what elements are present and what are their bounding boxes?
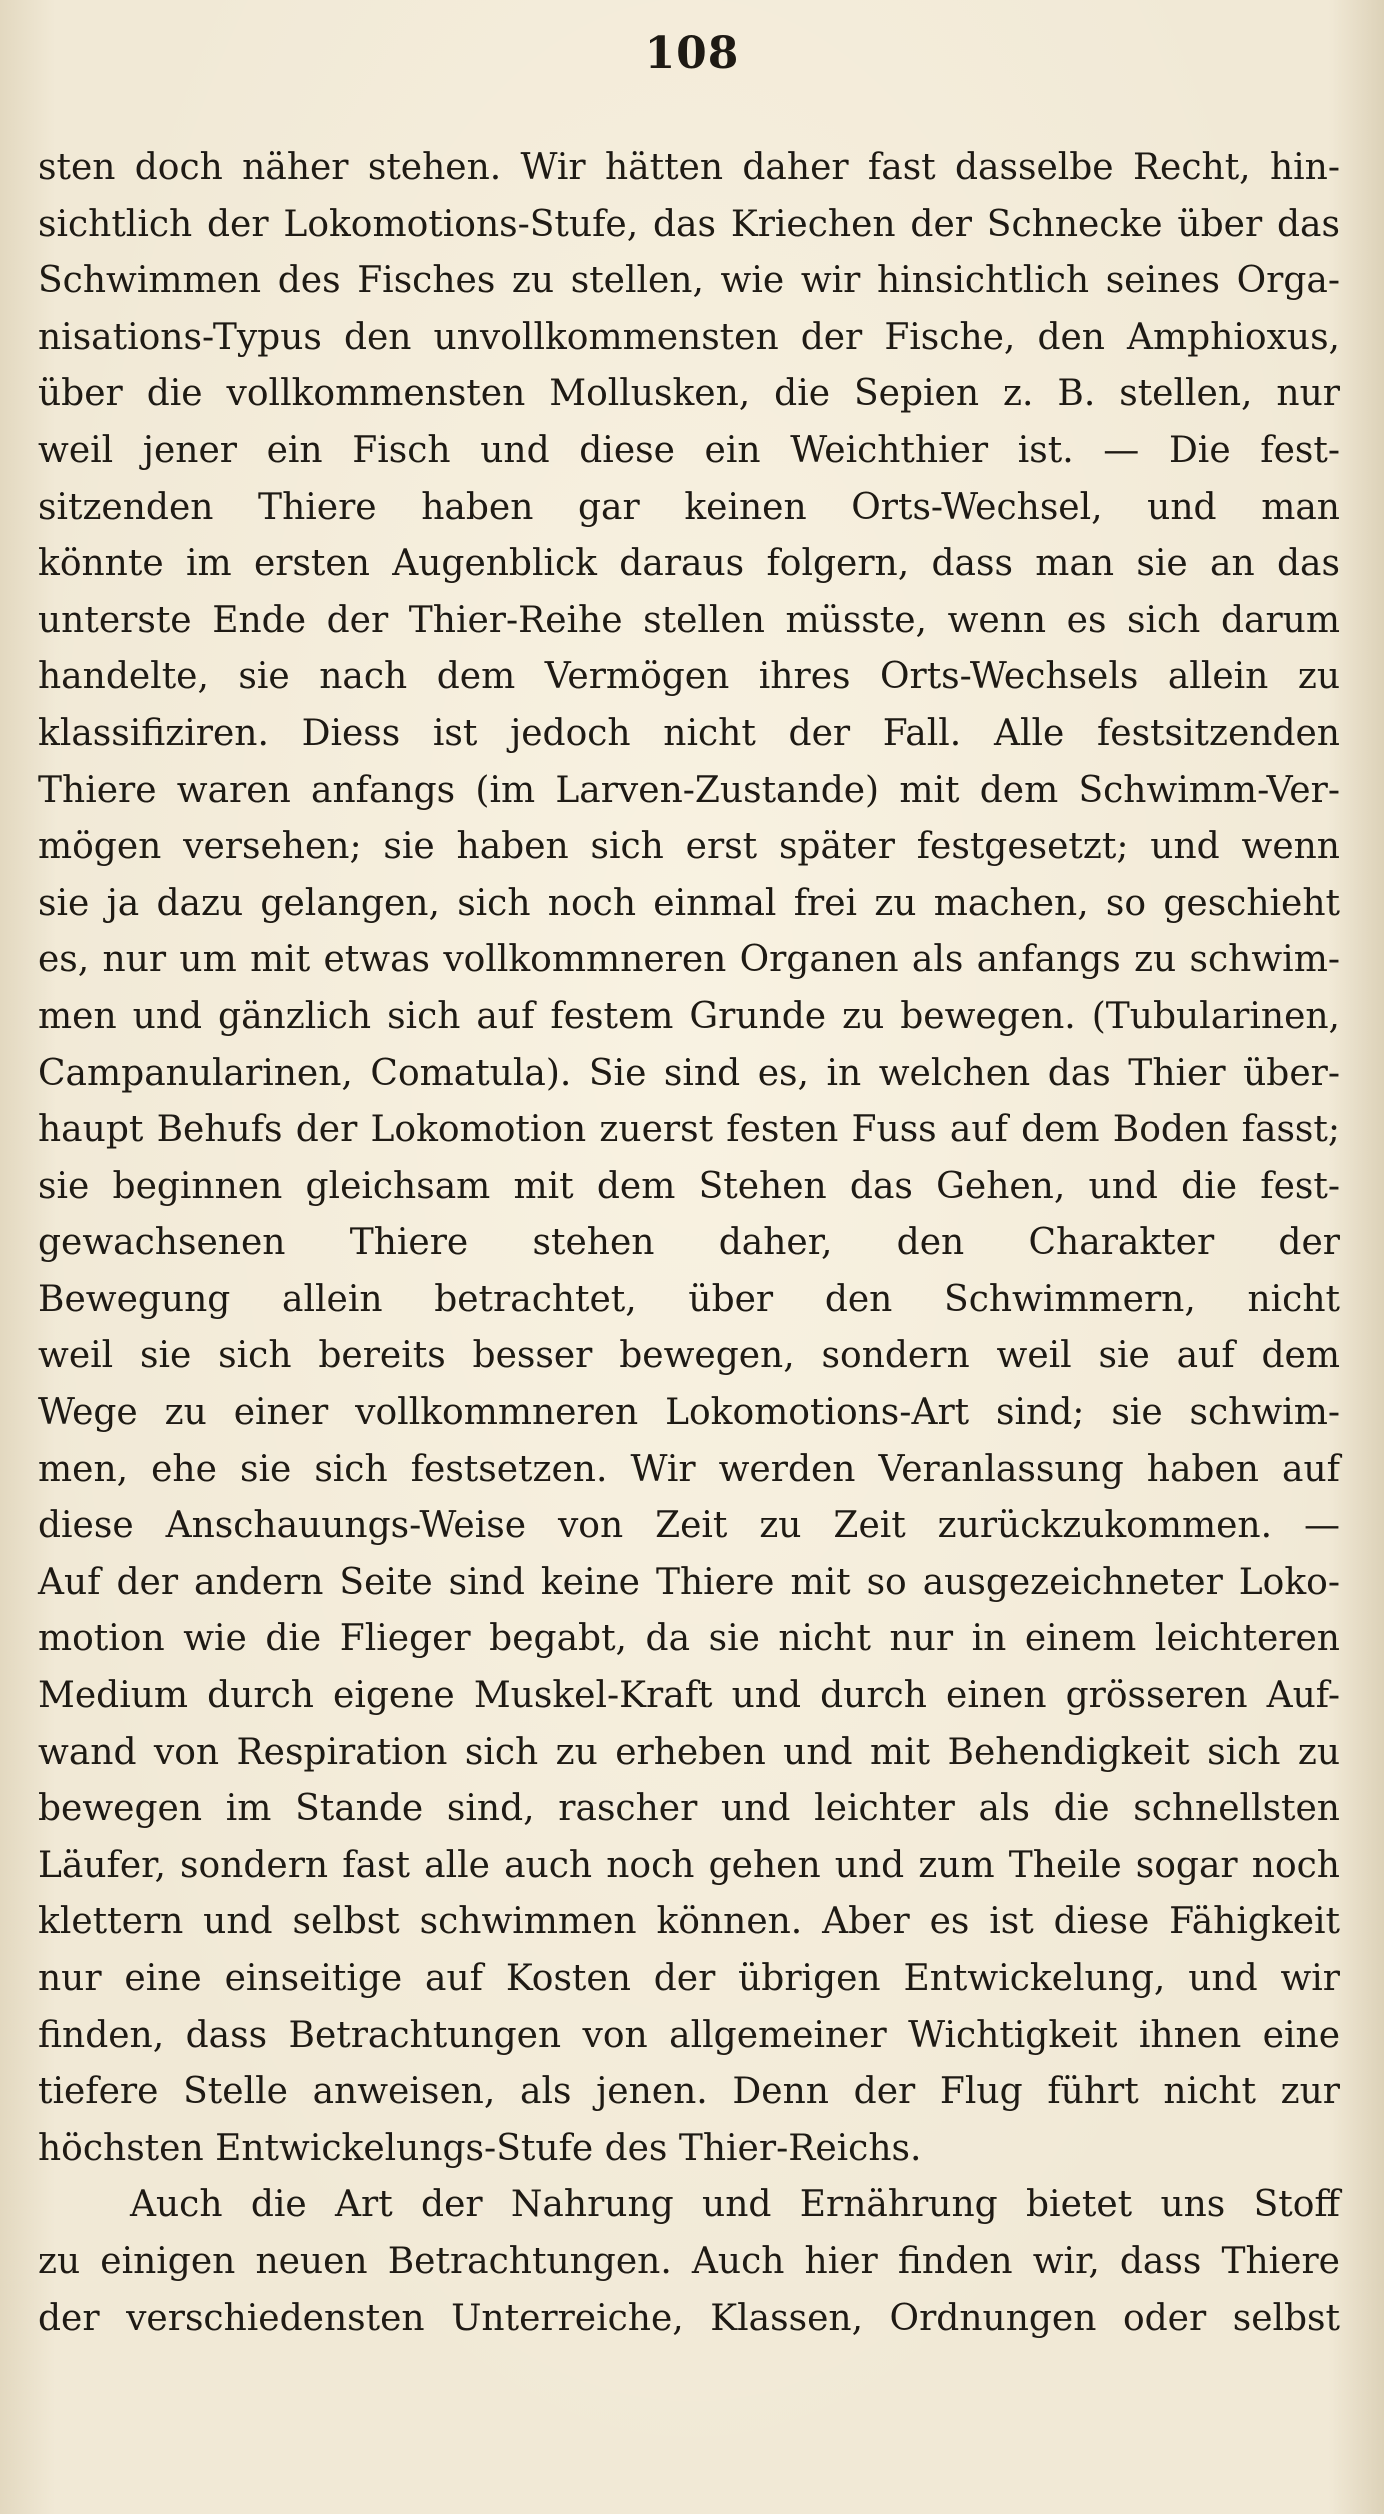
text-line: zu einigen neuen Betrachtungen. Auch hier finden wir, dass Thiere bbox=[38, 2240, 1340, 2282]
text-line: sie beginnen gleichsam mit dem Stehen das Gehen, und die fest- bbox=[38, 1165, 1340, 1207]
text-line: Bewegung allein betrachtet, über den Schwimmern, nicht bbox=[38, 1278, 1340, 1320]
text-line: könnte im ersten Augenblick daraus folgern, dass man sie an das bbox=[38, 543, 1340, 585]
text-line: sichtlich der Lokomotions-Stufe, das Kriechen der Schnecke über das bbox=[38, 203, 1340, 245]
body-text bbox=[38, 140, 1340, 2347]
text-line: men und gänzlich sich auf festem Grunde zu bewegen. (Tubularinen, bbox=[38, 995, 1340, 1037]
text-line: Wege zu einer vollkommneren Lokomotions-Art sind; sie schwim- bbox=[38, 1392, 1340, 1434]
text-line: der verschiedensten Unterreiche, Klassen, Ordnungen oder selbst bbox=[38, 2297, 1340, 2339]
text-line: gewachsenen Thiere stehen daher, den Charakter der bbox=[38, 1222, 1340, 1264]
text-line: klassifiziren. Diess ist jedoch nicht der Fall. Alle festsitzenden bbox=[38, 712, 1340, 754]
text-line: mögen versehen; sie haben sich erst später festgesetzt; und wenn bbox=[38, 826, 1340, 868]
text-line: klettern und selbst schwimmen können. Aber es ist diese Fähigkeit bbox=[38, 1901, 1340, 1943]
text-line: nisations-Typus den unvollkommensten der Fische, den Amphioxus, bbox=[38, 316, 1340, 358]
text-line: weil sie sich bereits besser bewegen, sondern weil sie auf dem bbox=[38, 1335, 1340, 1377]
text-line: Campanularinen, Comatula). Sie sind es, in welchen das Thier über- bbox=[38, 1052, 1340, 1094]
text-line: diese Anschauungs-Weise von Zeit zu Zeit zurückzukommen. — bbox=[38, 1505, 1340, 1547]
text-line: motion wie die Flieger begabt, da sie nicht nur in einem leichteren bbox=[38, 1618, 1340, 1660]
text-line: Thiere waren anfangs (im Larven-Zustande) mit dem Schwimm-Ver- bbox=[38, 769, 1340, 811]
text-line: handelte, sie nach dem Vermögen ihres Orts-Wechsels allein zu bbox=[38, 656, 1340, 698]
text-line: sie ja dazu gelangen, sich noch einmal frei zu machen, so geschieht bbox=[38, 882, 1340, 924]
text-line: Auch die Art der Nahrung und Ernährung bietet uns Stoff bbox=[130, 2184, 1340, 2226]
text-line: Auf der andern Seite sind keine Thiere mit so ausgezeichneter Loko- bbox=[38, 1561, 1340, 1603]
text-line: sitzenden Thiere haben gar keinen Orts-Wechsel, und man bbox=[38, 486, 1340, 528]
text-line: men, ehe sie sich festsetzen. Wir werden Veranlassung haben auf bbox=[38, 1448, 1340, 1490]
text-line: es, nur um mit etwas vollkommneren Organen als anfangs zu schwim- bbox=[38, 939, 1340, 981]
text-line: finden, dass Betrachtungen von allgemeiner Wichtigkeit ihnen eine bbox=[38, 2014, 1340, 2056]
text-line: höchsten Entwickelungs-Stufe des Thier-Reichs. bbox=[38, 2127, 922, 2169]
text-line: haupt Behufs der Lokomotion zuerst festen Fuss auf dem Boden fasst; bbox=[38, 1109, 1340, 1151]
text-line: bewegen im Stande sind, rascher und leichter als die schnellsten bbox=[38, 1788, 1340, 1830]
text-line: nur eine einseitige auf Kosten der übrigen Entwickelung, und wir bbox=[38, 1958, 1340, 1999]
text-line: weil jener ein Fisch und diese ein Weichthier ist. — Die fest- bbox=[38, 429, 1340, 471]
text-line: sten doch näher stehen. Wir hätten daher fast dasselbe Recht, hin- bbox=[38, 147, 1340, 188]
text-line: tiefere Stelle anweisen, als jenen. Denn der Flug führt nicht zur bbox=[38, 2071, 1340, 2113]
text-line: Medium durch eigene Muskel-Kraft und durch einen grösseren Auf- bbox=[38, 1675, 1340, 1717]
text-line: wand von Respiration sich zu erheben und mit Behendigkeit sich zu bbox=[38, 1731, 1340, 1773]
text-line: Schwimmen des Fisches zu stellen, wie wir hinsichtlich seines Orga- bbox=[38, 260, 1340, 302]
text-line: über die vollkommensten Mollusken, die Sepien z. B. stellen, nur bbox=[38, 373, 1340, 415]
text-line: unterste Ende der Thier-Reihe stellen müsste, wenn es sich darum bbox=[38, 599, 1340, 641]
page-number: 108 bbox=[644, 28, 740, 79]
text-line: Läufer, sondern fast alle auch noch gehen und zum Theile sogar noch bbox=[38, 1844, 1340, 1886]
